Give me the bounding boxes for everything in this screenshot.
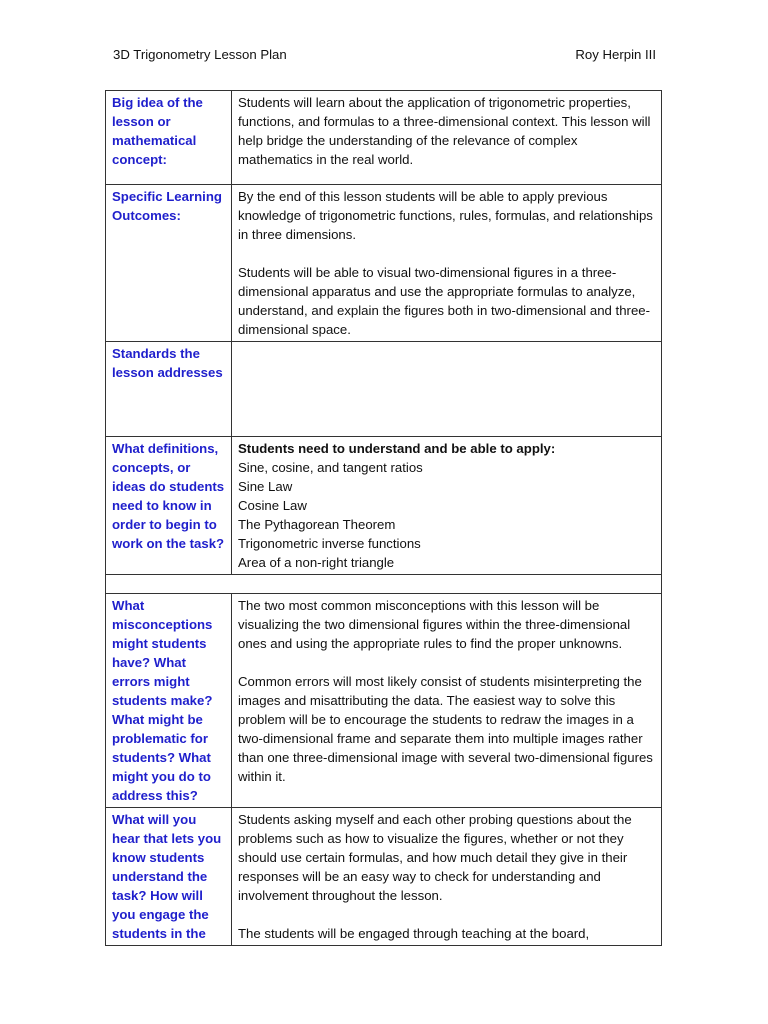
empty-cell	[106, 575, 662, 594]
concept-item: Cosine Law	[238, 498, 307, 513]
row-engagement	[106, 808, 662, 946]
concept-item: The Pythagorean Theorem	[238, 517, 396, 532]
row-label: What misconceptions might students have? What errors might students make? What might be problematic for students? What might you do to address this?	[106, 594, 232, 808]
paragraph: Students will learn about the application of trigonometric properties, functions, and formulas to a three-dimensional context. This lesson will help bridge the understanding of the relevance of complex mathematics in the real world.	[238, 95, 651, 167]
row-standards	[106, 342, 662, 437]
row-definitions	[106, 437, 662, 575]
paragraph: The students will be engaged through teaching at the board,	[238, 926, 590, 941]
concept-item: Area of a non-right triangle	[238, 555, 395, 570]
document-title: 3D Trigonometry Lesson Plan	[113, 47, 287, 62]
lesson-plan-table	[105, 90, 662, 946]
row-misconceptions	[106, 594, 662, 808]
concept-item: Trigonometric inverse functions	[238, 536, 421, 551]
row-content	[232, 437, 662, 575]
row-content	[232, 808, 662, 946]
row-content	[232, 594, 662, 808]
row-label: Specific Learning Outcomes:	[106, 185, 232, 342]
row-spacer	[106, 575, 662, 594]
row-content	[232, 185, 662, 342]
row-learning-outcomes	[106, 185, 662, 342]
paragraph: Common errors will most likely consist of students misinterpreting the images and misattributing the data. The easiest way to solve this problem will be to encourage the students to redraw the images in a two-dimensional frame and separate them into multiple images rather than one three-dimensional image with several two-dimensional figures within it.	[238, 674, 653, 784]
concepts-intro: Students need to understand and be able to apply:	[238, 441, 556, 456]
author-name: Roy Herpin III	[575, 47, 656, 62]
row-content	[232, 91, 662, 185]
page-header	[113, 47, 656, 67]
concept-item: Sine Law	[238, 479, 293, 494]
row-label: What definitions, concepts, or ideas do students need to know in order to begin to work on the task?	[106, 437, 232, 575]
concept-item: Sine, cosine, and tangent ratios	[238, 460, 423, 475]
paragraph: The two most common misconceptions with this lesson will be visualizing the two dimensional figures within the three-dimensional ones and using the appropriate rules to find the proper unknowns.	[238, 598, 631, 651]
paragraph: Students asking myself and each other probing questions about the problems such as how to visualize the figures, whether or not they should use certain formulas, and how much detail they give in their responses will be an easy way to check for understanding and involvement throughout the lesson.	[238, 812, 632, 903]
row-label: Big idea of the lesson or mathematical concept:	[106, 91, 232, 185]
paragraph: Students will be able to visual two-dimensional figures in a three-dimensional apparatus and use the appropriate formulas to analyze, understand, and explain the figures both in two-dimensional and three-dimensional space.	[238, 265, 651, 337]
row-label: What will you hear that lets you know students understand the task? How will you engage the students in the	[106, 808, 232, 946]
row-big-idea	[106, 91, 662, 185]
row-label: Standards the lesson addresses	[106, 342, 232, 437]
paragraph: By the end of this lesson students will be able to apply previous knowledge of trigonometric functions, rules, formulas, and relationships in three dimensions.	[238, 189, 653, 242]
row-content	[232, 342, 662, 437]
